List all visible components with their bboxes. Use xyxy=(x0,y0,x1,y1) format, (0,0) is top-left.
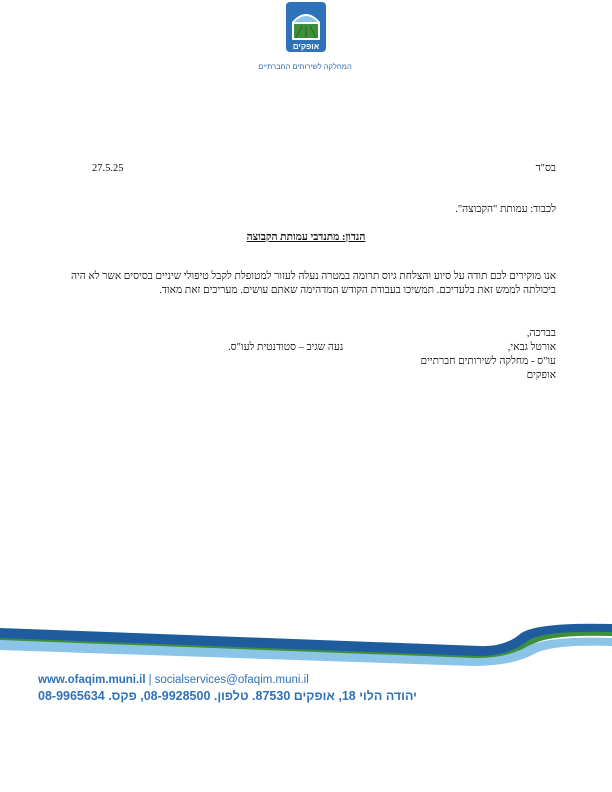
recipient-line: לכבוד: עמותת "הקבוצה". xyxy=(455,204,556,215)
second-signatory: נעה שגיב – סטודנטית לעו"ס. xyxy=(228,342,344,353)
signatory-city: אופקים xyxy=(526,370,556,381)
signatory-title: עו"ס - מחלקה לשירותים חברתיים xyxy=(420,356,556,367)
logo-text: אופקים xyxy=(292,42,320,51)
signatory-name: אורטל גבאי, xyxy=(507,342,556,353)
footer-wave-graphic xyxy=(0,620,612,680)
email-link[interactable]: socialservices@ofaqim.muni.il xyxy=(154,674,309,686)
subject-line: הנדון: מתנדבי עמותת הקבוצה xyxy=(246,232,366,243)
department-name: המחלקה לשירותים החברתיים xyxy=(258,62,352,71)
footer-separator: | xyxy=(148,674,152,686)
footer-address: יהודה הלוי 18, אופקים 87530. טלפון. 08-9928500, פקס. 08-9965634 xyxy=(38,689,417,703)
letter-date: 27.5.25 xyxy=(92,163,124,174)
website-link[interactable]: www.ofaqim.muni.il xyxy=(38,674,146,686)
bsd-mark: בס"ד xyxy=(535,163,556,174)
letter-body: אנו מוקירים לכם תודה על סיוע והצלחת גיוס תרומה במטרה נעלה לעזור למטופלת לקבל טיפולי שיניים בסיסים אשר לא היה ביכולתה לממש זאת בלעדיכם. תמשיכו בעבודת הקודש המדהימה שאתם עושים. מעריכים זאת מאוד. xyxy=(70,271,556,296)
footer-contact-line xyxy=(38,674,309,686)
closing: בברכה, xyxy=(526,328,556,339)
ofaqim-logo xyxy=(278,0,334,56)
